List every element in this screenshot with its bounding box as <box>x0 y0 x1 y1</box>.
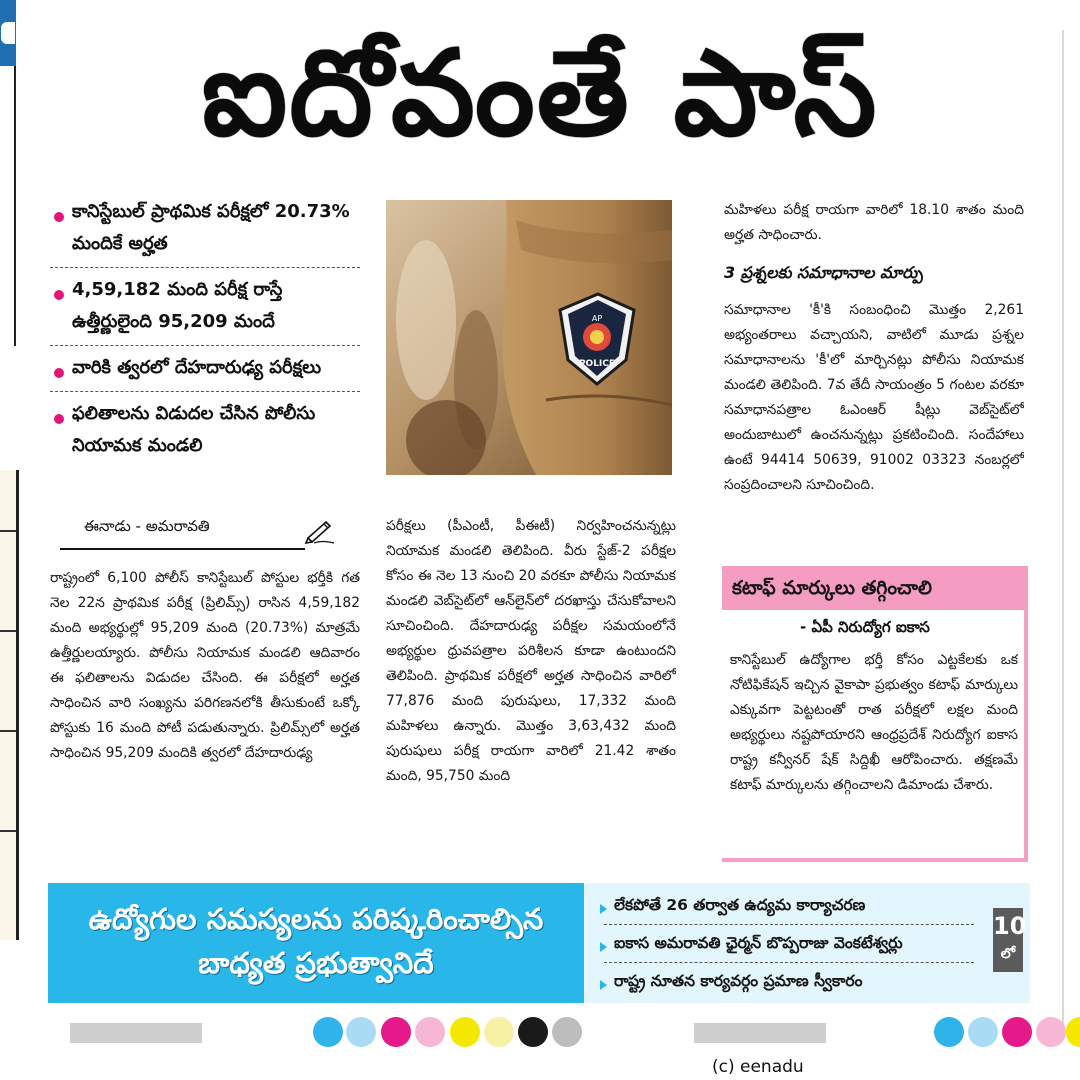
left-edge-cartoon-strip <box>0 470 19 940</box>
banner-point: లేకపోతే 26 తర్వాత ఉద్యమ కార్యాచరణ <box>614 887 984 923</box>
registration-magenta-dot <box>1002 1017 1032 1047</box>
article-column-3: సమాధానాల 'కీ'కి సంబంధించి మొత్తం 2,261 అభ్యంతరాలు వచ్చాయని, వాటిలో మూడు ప్రశ్నల సమాధానాలను 'కీ'లో మార్చినట్లు పోలీసు నియామక మండలి తెలిపింది. 7వ తేదీ సాయంత్రం 5 గంటల వరకూ సమాధానపత్రాల ఓఎంఆర్ షీట్లు వెబ్‌సైట్‌లో అందుబాటులో ఉంచనున్నట్లు ప్రకటించింది. సందేహాలు ఉంటే 94414 50639, 91002 03323 నంబర్లలో సంప్రదించాలని సూచించింది. <box>724 302 1024 493</box>
triangle-bullet-icon <box>600 942 607 952</box>
registration-black-dot <box>518 1017 548 1047</box>
byline <box>60 512 340 548</box>
registration-cyan-dot <box>313 1017 343 1047</box>
right-edge-line <box>1062 30 1064 1030</box>
banner-point: రాష్ట్ర నూతన కార్యవర్గం ప్రమాణ స్వీకారం <box>614 963 984 999</box>
bullet-list <box>50 190 360 469</box>
left-edge-strip <box>0 66 16 346</box>
page-number: 10 <box>993 912 1027 940</box>
police-photo <box>386 200 672 475</box>
left-edge-tab <box>0 0 16 66</box>
banner-line-1: ఉద్యోగుల సమస్యలను పరిష్కరించాల్సిన <box>88 902 544 936</box>
bullet-dot-icon <box>54 290 64 300</box>
byline-rule <box>60 548 305 550</box>
bullet-item <box>50 268 360 346</box>
banner-points <box>584 883 1030 1003</box>
article-column-2: పరీక్షలు (పీఎంటీ, పీఈటీ) నిర్వహించనున్నట్లు నియామక మండలి తెలిపింది. వీరు స్టేజ్-2 పరీక్షల కోసం ఈ నెల 13 నుంచి 20 వరకూ పోలీసు నియామక మండలి వెబ్‌సైట్‌లో ఆన్‌లైన్‌లో దరఖాస్తు చేసుకోవాలని సూచించింది. దేహదారుఢ్య పరీక్షల సమయంలోనే అభ్యర్థుల ధ్రువపత్రాల పరిశీలన కూడా ఉంటుందని తెలిపింది. ప్రాథమిక పరీక్షలో అర్హత సాధించిన వారిలో 77,876 మంది పురుషులు, 17,332 మంది మహిళలు ఉన్నారు. మొత్తం 3,63,432 మంది పురుషులు పరీక్ష రాయగా వారిలో 21.42 శాతం మంది, 95,750 మంది <box>386 518 676 784</box>
registration-yellow-dot <box>1066 1017 1080 1047</box>
cutoff-box-text: కానిస్టేబుల్ ఉద్యోగాల భర్తీ కోసం ఎట్టకేలకు ఒక నోటిఫికేషన్ ఇచ్చిన వైకాపా ప్రభుత్వం కటాఫ్ మార్కులు ఎక్కువగా పెట్టటంతో రాత పరీక్షలో లక్షల మంది అభ్యర్థులు నష్టపోయారని ఆంధ్రప్రదేశ్ నిరుద్యోగ ఐకాస రాష్ట్ర కన్వీనర్ షేక్ సిద్దిఖీ ఆరోపించారు. తక్షణమే కటాఫ్ మార్కులను తగ్గించాలని డిమాండు చేశారు. <box>730 652 1018 793</box>
registration-light-yellow-dot <box>484 1017 514 1047</box>
registration-light-magenta-dot <box>415 1017 445 1047</box>
bullet-item <box>50 392 360 469</box>
byline-text: ఈనాడు - అమరావతి <box>84 517 210 535</box>
bullet-item <box>50 190 360 268</box>
triangle-bullet-icon <box>600 980 607 990</box>
registration-gray-dot <box>552 1017 582 1047</box>
bullet-dot-icon <box>54 368 64 378</box>
banner-line-2: బాధ్యత ప్రభుత్వానిదే <box>198 946 434 980</box>
cutoff-box-attribution: - ఏపీ నిరుద్యోగ ఐకాస <box>800 618 930 636</box>
cutoff-box-title: కటాఫ్ మార్కులు తగ్గించాలి <box>722 566 1028 610</box>
registration-yellow-dot <box>450 1017 480 1047</box>
registration-cyan-dot <box>934 1017 964 1047</box>
registration-magenta-dot <box>381 1017 411 1047</box>
bullet-dot-icon <box>54 414 64 424</box>
banner-headline <box>48 883 584 1003</box>
bullet-text: వారికి త్వరలో దేహదారుఢ్య పరీక్షలు <box>72 357 322 378</box>
registration-light-cyan-dot <box>346 1017 376 1047</box>
registration-gray-bar <box>694 1023 826 1043</box>
triangle-bullet-icon <box>600 904 607 914</box>
bullet-dot-icon <box>54 212 64 222</box>
svg-text:POLICE: POLICE <box>578 359 616 369</box>
article-column-1: రాష్ట్రంలో 6,100 పోలీస్ కానిస్టేబుల్ పోస్టుల భర్తీకి గత నెల 22న ప్రాథమిక పరీక్ష (ప్రిలిమ్స్) రాసిన 4,59,182 మంది అభ్యర్థుల్లో 95,209 మంది (20.73%) మాత్రమే ఉత్తీర్ణులయ్యారు. పోలీసు నియామక మండలి ఆదివారం ఈ ఫలితాలను విడుదల చేసింది. ఈ పరీక్షలో అర్హత సాధించిన వారి సంఖ్యను పరిగణనలోకి తీసుకుంటే ఒక్కో పోస్టుకు 16 మంది పోటీ పడుతున్నారు. ప్రిలిమ్స్‌లో అర్హత సాధించిన 95,209 మందికి త్వరలో దేహదారుఢ్య <box>50 570 360 761</box>
bullet-item <box>50 346 360 392</box>
registration-gray-bar <box>70 1023 202 1043</box>
headline: ఐదోవంతే పాస్ <box>201 24 879 162</box>
registration-light-magenta-dot <box>1036 1017 1066 1047</box>
svg-text:AP: AP <box>591 314 603 323</box>
article-column-3-top: మహిళలు పరీక్ష రాయగా వారిలో 18.10 శాతం మంది అర్హత సాధించారు. <box>724 202 1024 243</box>
subheading: 3 ప్రశ్నలకు సమాధానాల మార్పు <box>724 263 923 282</box>
bullet-text: 4,59,182 మంది పరీక్ష రాస్తే ఉత్తీర్ణులైంది 95,209 మందే <box>72 279 283 332</box>
pen-icon <box>304 516 336 544</box>
copyright-notice: (c) eenadu <box>712 1057 804 1077</box>
bullet-text: ఫలితాలను విడుదల చేసిన పోలీసు నియామక మండలి <box>72 403 316 456</box>
page-suffix: లో <box>1000 946 1016 962</box>
page-reference-badge <box>993 908 1027 972</box>
bullet-text: కానిస్టేబుల్ ప్రాథమిక పరీక్షలో 20.73% మందికే అర్హత <box>72 201 350 254</box>
banner-point: ఐకాస అమరావతి ఛైర్మన్ బొప్పరాజు వెంకటేశ్వర్లు <box>614 925 984 961</box>
registration-light-cyan-dot <box>968 1017 998 1047</box>
